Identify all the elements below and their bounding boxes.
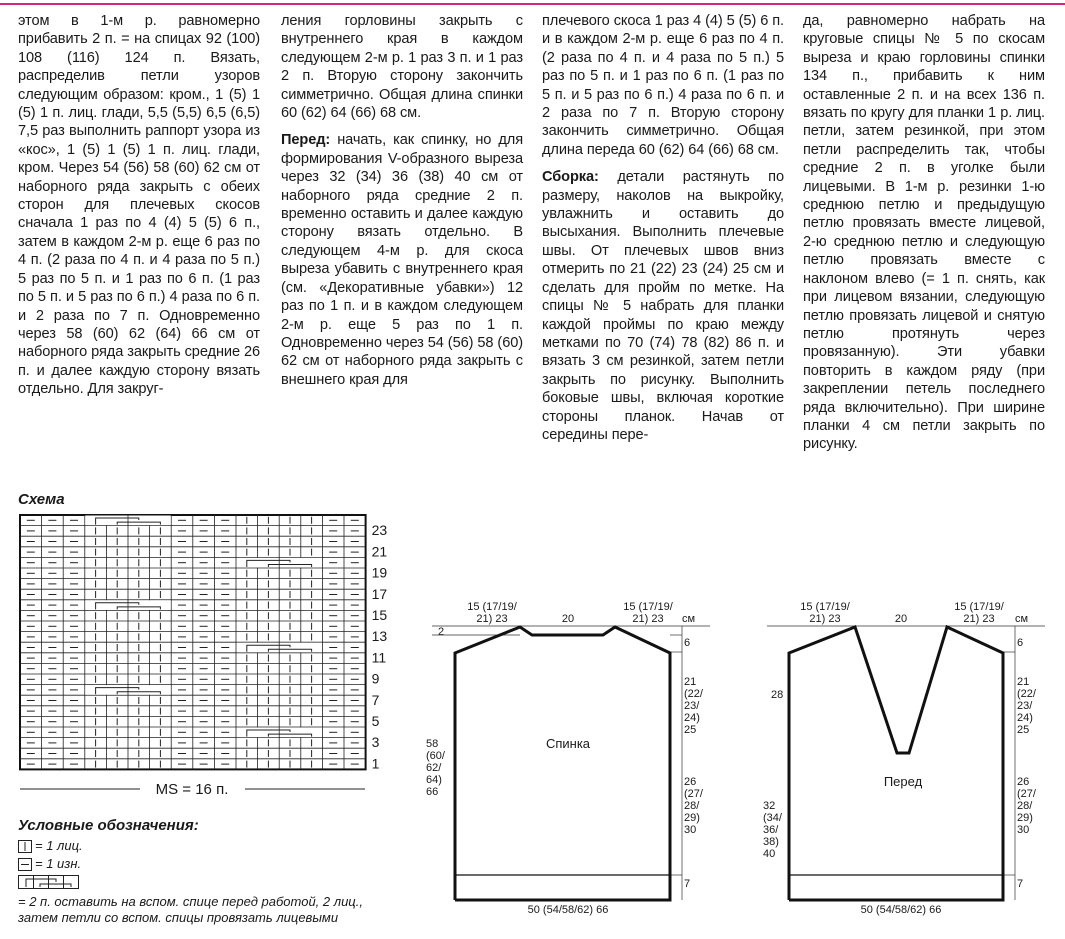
- legend-knit: [18, 838, 83, 854]
- side-5: 30: [684, 824, 697, 836]
- text-column-4: [803, 12, 1045, 454]
- side-3: 28/: [684, 800, 700, 812]
- shoulder-left-line2: 21) 23: [476, 613, 508, 625]
- chart-grid: [20, 515, 366, 769]
- shoulder-drop: 6: [1017, 637, 1024, 649]
- paragraph: [281, 131, 523, 389]
- armhole-5: 25: [684, 724, 697, 736]
- schema-title: Схема: [18, 491, 65, 508]
- armhole-4: 24): [1017, 712, 1033, 724]
- paragraph: плечевого скоса 1 раз 4 (4) 5 (5) 6 п. и в каждом 2-м р. еще 6 раз по 4 п. (2 раза по 4 п. и 4 раза по 5 п.) 5 раз по 5 п. и 1 раз по 6 п. (1 раз по 5 п. и 5 раз по 6 п.) 4 раза по 6 п. и 2 раза по 7 п. Вторую сторону закончить симметрично. Общая длина переда 60 (62) 64 (66) 68 см.: [542, 13, 784, 158]
- legend-title: Условные обозначения:: [18, 817, 199, 834]
- unit-label: см: [1015, 613, 1029, 625]
- side-1: 26: [684, 776, 697, 788]
- side-1: 26: [1017, 776, 1030, 788]
- row-number: 3: [371, 734, 380, 751]
- piece-label: Перед: [883, 774, 923, 789]
- shoulder-left-line2: 21) 23: [809, 613, 841, 625]
- text-column-1: [18, 12, 260, 399]
- row-number: 11: [371, 649, 387, 666]
- row-number: 15: [371, 607, 388, 623]
- row-number: 21: [371, 543, 388, 560]
- shoulder-right-line2: 21) 23: [963, 613, 995, 625]
- armhole-3: 23/: [1017, 700, 1033, 712]
- paragraph: да, равномерно набрать на круговые спицы № 5 по скосам выреза и краю горловины спинки 134 п., прибавить к ним оставленные 2 п. и на всех 136 п. вязать по кругу для планки 1 р. лиц. петли, затем резинкой, при этом петли распределить так, чтобы средние 2 п. в уголке были лицевыми. В 1-м р. резинки 1-ю среднюю петлю и предыдущую петлю провязать вместе лицевой, 2-ю среднюю петлю и следующую петлю провязать вместе с наклоном влево (= 1 п. снять, как при лицевом вязании, следующую петлю провязать лицевой и снятую петлю протянуть через провязанную). Эти убавки повторить в каждом ряду (при закреплении петель последнего ряда включительно). При ширине планки 4 см петли закрыть по рисунку.: [803, 13, 1045, 453]
- row-number: 7: [371, 691, 380, 708]
- side-4: 29): [1017, 812, 1033, 824]
- purl-symbol-icon: [18, 858, 32, 871]
- to-v-5: 40: [763, 848, 776, 860]
- paragraph: этом в 1-м р. равномерно прибавить 2 п. = на спицах 92 (100) 108 (116) 124 п. Вязать, распределив петли узоров следующим образом: кром., 1 (5) 1 (5) 1 п. лиц. глади, 5,5 (5,5) 6,5 (6,5) 7,5 раз выполнить раппорт узора из «кос», 1 (5) 1 (5) 1 п. лиц. глади, кром. Через 54 (56) 58 (60) 62 см от наборного ряда закрыть с обеих сторон для плечевых скосов сначала 1 раз по 4 (4) 5 (5) 6 п., затем в каждом 2-м р. еще 6 раз по 4 п. (2 раза по 4 п. и 4 раза по 5 п.) 5 раз по 5 п. и 1 раз по 6 п. (1 раз по 5 п. и 5 раз по 6 п.) 4 раза по 6 п. и 2 раза по 7 п. Одновременно через 58 (60) 62 (64) 66 см от наборного ряда закрыть средние 26 п. и далее каждую сторону вязать отдельно. Для закруг-: [18, 13, 260, 398]
- cable-symbol-icon: [18, 875, 80, 890]
- neck-width: 20: [894, 613, 908, 625]
- side-5: 30: [1017, 824, 1030, 836]
- armhole-4: 24): [684, 712, 700, 724]
- row-number: 9: [371, 670, 380, 687]
- length-1: 58: [426, 738, 439, 750]
- shoulder-right-line2: 21) 23: [632, 613, 664, 625]
- row-number: 23: [371, 522, 388, 539]
- row-number: 5: [371, 713, 380, 729]
- side-4: 29): [684, 812, 700, 824]
- length-2: (60/: [426, 750, 445, 762]
- unit-label: см: [682, 613, 696, 625]
- paragraph: ления горловины закрыть с внутреннего края в каждом следующем 2-м р. 1 раз 3 п. и 1 раз 2 п. Вторую сторону закончить симметрично. Общая длина спинки 60 (62) 64 (66) 68 см.: [281, 13, 523, 122]
- repeat-label: MS = 16 п.: [155, 781, 229, 798]
- text-column-3: [542, 12, 784, 444]
- section-heading-front: Перед:: [281, 132, 331, 149]
- row-number: 17: [371, 585, 388, 602]
- v-depth: 28: [771, 689, 784, 701]
- piece-label: Спинка: [545, 736, 591, 751]
- armhole-3: 23/: [684, 700, 700, 712]
- shoulder-left-line1: 15 (17/19/: [467, 601, 517, 613]
- legend-purl: [18, 856, 81, 872]
- back-outline: [455, 627, 670, 900]
- row-numbers: [372, 522, 388, 771]
- neck-width: 20: [561, 613, 575, 625]
- width-label: 50 (54/58/62) 66: [860, 904, 942, 916]
- neck-depth: 2: [438, 626, 445, 638]
- paragraph-body: детали растянуть по размеру, наколов на выкройку, увлажнить и оставить до высыхания. Выполнить плечевые швы. От плечевых швов вниз отмерить по 21 (22) 23 (24) 25 см и сделать для пройм по метке. На спицы № 5 набрать для планки каждой проймы по краю между метками по 70 (74) 78 (82) 86 п. и вязать 3 см резинкой, затем петли закрыть по рисунку. Выполнить боковые швы, включая короткие стороны планок. Начав от середины пере-: [542, 169, 784, 443]
- to-v-3: 36/: [763, 824, 779, 836]
- to-v-2: (34/: [763, 812, 782, 824]
- row-number: 1: [371, 755, 380, 772]
- front-schematic: [755, 595, 1055, 925]
- paragraph: [542, 168, 784, 444]
- paragraph-body: начать, как спинку, но для формирования V-образного выреза через 32 (34) 36 (38) 40 см от наборного ряда средние 2 п. временно оставить и далее каждую сторону вязать отдельно. В следующем 4-м р. для скоса выреза убавить с внутреннего края (см. «Декоративные убавки») 12 раз по 1 п. и в каждом следующем 2-м р. еще 5 раз по 1 п. Одновременно через 54 (56) 58 (60) 62 см от наборного ряда закрыть с внешнего края для: [281, 132, 523, 388]
- knit-symbol-icon: [18, 840, 32, 853]
- length-3: 62/: [426, 762, 442, 774]
- shoulder-drop: 6: [684, 637, 691, 649]
- armhole-1: 21: [684, 676, 697, 688]
- length-5: 66: [426, 786, 439, 798]
- row-number: 13: [371, 628, 388, 645]
- side-2: (27/: [684, 788, 703, 800]
- text-column-2: [281, 12, 523, 389]
- legend-cable: [18, 894, 398, 926]
- to-v-1: 32: [763, 800, 776, 812]
- side-2: (27/: [1017, 788, 1036, 800]
- rib-height: 7: [684, 878, 691, 890]
- legend-cable-symbol: [18, 874, 83, 890]
- back-schematic: [420, 595, 710, 925]
- row-number: 19: [371, 564, 388, 581]
- legend-purl-text: = 1 изн.: [35, 856, 82, 871]
- legend-knit-text: = 1 лиц.: [35, 838, 83, 853]
- armhole-2: (22/: [684, 688, 703, 700]
- shoulder-left-line1: 15 (17/19/: [800, 601, 850, 613]
- front-outline: [789, 627, 1003, 900]
- rib-height: 7: [1017, 878, 1024, 890]
- shoulder-right-line1: 15 (17/19/: [623, 601, 673, 613]
- section-heading-assembly: Сборка:: [542, 169, 599, 186]
- armhole-1: 21: [1017, 676, 1030, 688]
- armhole-5: 25: [1017, 724, 1030, 736]
- legend-cable-text: = 2 п. оставить на вспом. спице перед работой, 2 лиц., затем петли со вспом. спицы провязать лицевыми: [18, 894, 363, 925]
- armhole-2: (22/: [1017, 688, 1036, 700]
- knitting-chart: [0, 505, 420, 800]
- side-3: 28/: [1017, 800, 1033, 812]
- length-4: 64): [426, 774, 442, 786]
- shoulder-right-line1: 15 (17/19/: [954, 601, 1004, 613]
- top-rule: [0, 3, 1065, 5]
- width-label: 50 (54/58/62) 66: [527, 904, 609, 916]
- to-v-4: 38): [763, 836, 779, 848]
